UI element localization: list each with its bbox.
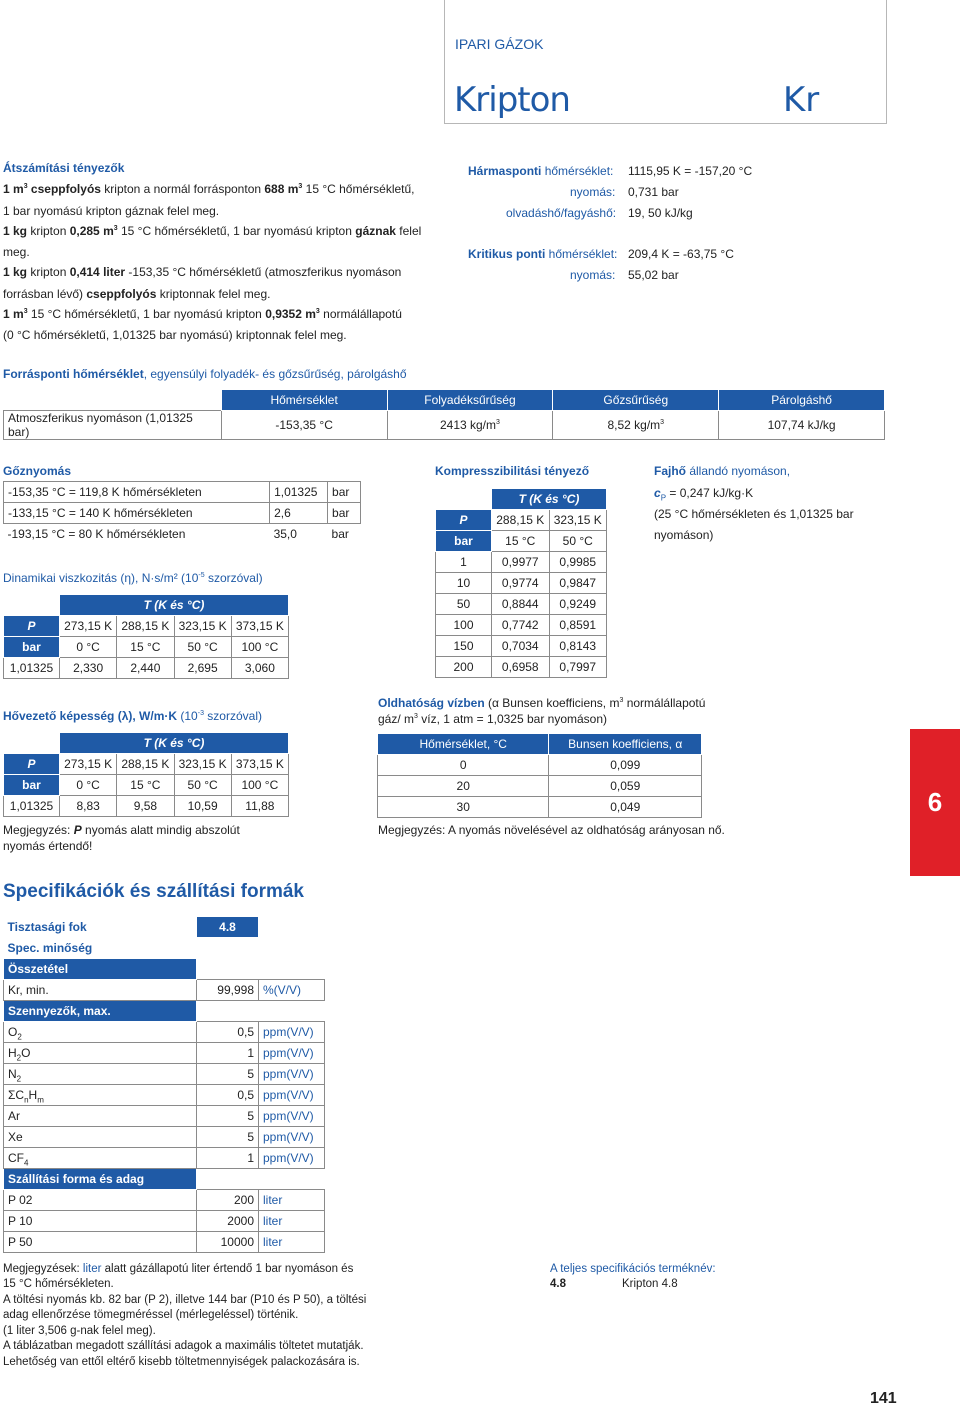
vapor-title: Gőznyomás [3,464,72,478]
section-tab: 6 [910,729,960,876]
boiling-table [3,389,885,440]
table-row: 1,01325 2,330 2,440 2,695 3,060 [4,658,289,679]
heat-cp: $c_P = 0,247$ kJ/kg·K [654,486,754,503]
table-row: -153,35 °C = 119,8 K hőmérsékleten 1,01325 bar [4,482,361,503]
table-row: Összetétel [4,959,325,980]
table-row: bar 0 °C 15 °C 50 °C 100 °C [4,637,289,658]
table-row: 20 0,059 [378,776,702,797]
gas-name: Kripton [454,80,570,120]
conductivity-t-header: T (K és °C) [60,733,289,754]
solubility-header-bunsen: Bunsen koefficiens, α [549,734,702,755]
table-row: Xe 5 ppm(V/V) [4,1127,325,1148]
notes-line-6: A táblázatban megadott szállítási adagok a maximális töltetet mutatják. [3,1340,364,1352]
conversion-line-7: 1 $m^3$ 15 °C hőmérsékletű, 1 bar nyomású kripton 0,9352 $m^3$ normálállapotú [3,307,402,321]
notes-line-2: 15 °C hőmérsékleten. [3,1278,114,1290]
boiling-row-label: Atmoszferikus nyomáson (1,01325 bar) [4,411,222,440]
product-names-title: A teljes specifikációs terméknév: [550,1263,716,1275]
critical-temp-label: Kritikus ponti hőmérséklet: [468,247,618,261]
conductivity-note-2: nyomás értendő! [3,839,93,853]
compress-t-header: T (K és °C) [492,489,607,510]
page-number: 141 [870,1390,897,1407]
table-row: $O_2$ 0,5 ppm(V/V) [4,1022,325,1043]
compress-table [435,488,607,678]
boiling-header-liquid: Folyadéksűrűség [387,390,553,411]
boiling-vapor-value: 8,52 $kg/m^3$ [553,411,719,440]
conversion-line-2: 1 bar nyomású kripton gáznak felel meg. [3,204,220,218]
boiling-title: Forrásponti hőmérséklet, egyensúlyi folyadék- és gőzsűrűség, párolgáshő [3,367,407,381]
notes-line-5: (1 liter 3,506 g-nak felel meg). [3,1325,156,1337]
viscosity-table [3,594,289,679]
table-row: 0 0,099 [378,755,702,776]
table-row: P 10 2000 liter [4,1211,325,1232]
table-row: $H_2O$ 1 ppm(V/V) [4,1043,325,1064]
table-row: 1 0,9977 0,9985 [436,552,607,573]
category-kicker: IPARI GÁZOK [455,36,544,52]
viscosity-t-header: T (K és °C) [60,595,289,616]
notes-line-7: Lehetőség van ettől eltérő kisebb töltetmennyiségek palackozására is. [3,1356,360,1368]
table-row: $\Sigma C_nH_m$ 0,5 ppm(V/V) [4,1085,325,1106]
solubility-header-temp: Hőmérséklet, °C [378,734,549,755]
table-row: $N_2$ 5 ppm(V/V) [4,1064,325,1085]
conversion-title: Átszámítási tényezők [3,161,125,175]
solubility-note: Megjegyzés: A nyomás növelésével az oldhatóság arányosan nő. [378,823,725,837]
conversion-line-4: meg. [3,245,30,259]
critical-pressure-value: 55,02 bar [628,268,679,282]
compress-title: Kompresszibilitási tényező [435,464,590,478]
solubility-table [377,733,702,818]
table-row: -133,15 °C = 140 K hőmérsékleten 2,6 bar [4,503,361,524]
table-row: Spec. minőség [7,940,93,955]
table-row: P 50 10000 liter [4,1232,325,1253]
table-row: P 273,15 K 288,15 K 323,15 K 373,15 K [4,616,289,637]
product-grade: 4.8 [550,1278,566,1290]
boiling-heat-value: 107,74 kJ/kg [719,411,885,440]
triple-pressure-label: nyomás: [570,185,616,199]
table-row: 10 0,9774 0,9847 [436,573,607,594]
conductivity-table [3,732,289,817]
conversion-line-5: 1 kg kripton 0,414 liter -153,35 °C hőmérsékletű (atmoszferikus nyomáson [3,265,402,279]
table-row: 50 0,8844 0,9249 [436,594,607,615]
table-row: Tisztasági fok 4.8 [4,917,325,938]
table-row: Szennyezők, max. [4,1001,325,1022]
spec-title: Specifikációk és szállítási formák [3,881,304,902]
table-row: 150 0,7034 0,8143 [436,636,607,657]
conversion-line-3: 1 kg kripton 0,285 $m^3$ 15 °C hőmérsékletű, 1 bar nyomású kripton gáznak felel [3,224,422,238]
table-row: -193,15 °C = 80 K hőmérsékleten 35,0 bar [7,527,349,542]
notes-line-1: Megjegyzések: liter alatt gázállapotú liter értendő 1 bar nyomáson és [3,1263,354,1275]
notes-line-3: A töltési nyomás kb. 82 bar (P 2), illetve 144 bar (P10 és P 50), a töltési [3,1294,367,1306]
table-row: Szállítási forma és adag [4,1169,325,1190]
solubility-title-2: gáz/ $m^3$ víz, 1 atm = 1,0325 bar nyomáson) [378,712,608,726]
table-row: Ar 5 ppm(V/V) [4,1106,325,1127]
table-row: Kr, min. 99,998 %(V/V) [4,980,325,1001]
vapor-table [3,481,361,545]
critical-pressure-label: nyomás: [570,268,616,282]
heat-title: Fajhő állandó nyomáson, [654,464,791,478]
boiling-header-temp: Hőmérséklet [221,390,387,411]
spec-table [3,916,325,1253]
conversion-line-1: 1 $m^3$ cseppfolyós kripton a normál forrásponton 688 $m^3$ 15 °C hőmérsékletű, [3,182,415,196]
boiling-header-vapor: Gőzsűrűség [553,390,719,411]
table-row: 1,01325 8,83 9,58 10,59 11,88 [4,796,289,817]
triple-heat-value: 19, 50 kJ/kg [628,206,693,220]
notes-line-4: adag ellenőrzése tömegméréssel (mérlegeléssel) történik. [3,1309,299,1321]
triple-temp-label: Hármasponti hőmérséklet: [468,164,614,178]
boiling-header-heat: Párolgáshő [719,390,885,411]
table-row: P 02 200 liter [4,1190,325,1211]
conductivity-note: Megjegyzés: P nyomás alatt mindig abszolút [3,823,240,837]
table-row: bar 15 °C 50 °C [436,531,607,552]
heat-line-4: nyomáson) [654,528,714,542]
table-row: bar 0 °C 15 °C 50 °C 100 °C [4,775,289,796]
triple-heat-label: olvadáshő/fagyáshő: [506,206,617,220]
table-row: 30 0,049 [378,797,702,818]
boiling-liquid-value: 2413 $kg/m^3$ [387,411,553,440]
triple-temp-value: 1115,95 K = -157,20 °C [628,164,753,178]
triple-pressure-value: 0,731 bar [628,185,679,199]
solubility-title: Oldhatóság vízben (α Bunsen koefficiens, $m^3$ normálállapotú [378,696,706,710]
conductivity-title: Hővezető képesség (λ), W/m·K ($10^{-3}$ szorzóval) [3,709,262,723]
product-name: Kripton 4.8 [622,1278,678,1290]
table-row: P 288,15 K 323,15 K [436,510,607,531]
viscosity-title: Dinamikai viszkozitás (η), N·s/m² ($10^{-5}$ szorzóval) [3,571,263,585]
heat-line-3: (25 °C hőmérsékleten és 1,01325 bar [654,507,854,521]
gas-symbol: Kr [783,80,820,120]
critical-temp-value: 209,4 K = -63,75 °C [628,247,734,261]
boiling-temp-value: -153,35 °C [221,411,387,440]
conversion-line-6: forrásban lévő) cseppfolyós kriptonnak felel meg. [3,287,271,301]
conversion-line-8: (0 °C hőmérsékletű, 1,01325 bar nyomású) kriptonnak felel meg. [3,328,347,342]
table-row: 100 0,7742 0,8591 [436,615,607,636]
table-row: $CF_4$ 1 ppm(V/V) [4,1148,325,1169]
table-row: 200 0,6958 0,7997 [436,657,607,678]
table-row: P 273,15 K 288,15 K 323,15 K 373,15 K [4,754,289,775]
